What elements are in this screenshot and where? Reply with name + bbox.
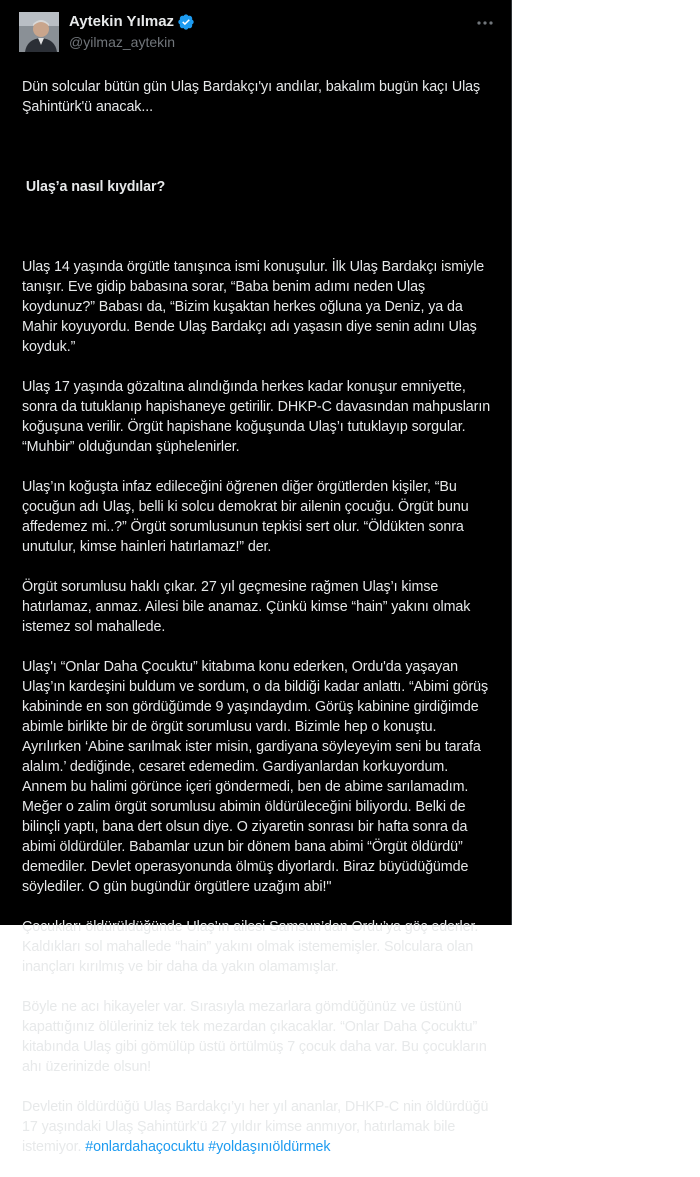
tweet-paragraph: Ulaş 17 yaşında gözaltına alındığında herkes kadar konuşur emniyette, sonra da tutuklanıp hapishaneye getirilir. DHKP-C davasından mahpusların koğuşuna verilir. Örgüt hapishane koğuşunda Ulaş’ı tutuklayıp sorgular. “Muhbir” olduğundan şüphelenirler. <box>22 379 491 455</box>
hashtag-link[interactable]: #yoldaşınıöldürmek <box>208 1139 331 1155</box>
tweet-paragraph-text: Devletin öldürdüğü Ulaş Bardakçı’yı her yıl ananlar, DHKP-C nin öldürdüğü 17 yaşındaki Ulaş Şahintürk’ü 27 yıldır kimse anmıyor, hatırlamak bile istemiyor. <box>22 1099 489 1155</box>
author-handle[interactable]: @yilmaz_aytekin <box>69 34 176 50</box>
avatar[interactable] <box>19 12 59 52</box>
tweet-paragraph: Ulaş 14 yaşında örgütle tanışınca ismi konuşulur. İlk Ulaş Bardakçı ismiyle tanışır. Eve gidip babasına sorar, “Baba benim adımı neden Ulaş koydunuz?” Babası da, “Bizim kuşaktan herkes oğluna ya Deniz, ya da Mahir koyuyordu. Bende Ulaş Bardakçı adı yaşasın diye senin adını Ulaş koyduk.” <box>22 259 485 355</box>
more-options-icon[interactable] <box>474 12 496 34</box>
tweet-text <box>22 57 494 1177</box>
hashtag-link[interactable]: #onlardahaçocuktu <box>85 1139 205 1155</box>
tweet-paragraph: Ulaş'ı “Onlar Daha Çocuktu” kitabıma konu ederken, Ordu'da yaşayan Ulaş’ın kardeşini buldum ve sordum, o da bildiği kadar anlattı. “Abimi görüş kabininde en son gördüğümde 9 yaşındaydım. Görüş kabinine girdiğimde abimle birlikte bir de örgüt sorumlusu vardı. Bizimle hep o konuştu. Ayrılırken ‘Abine sarılmak ister misin, gardiyana söyleyeyim seni bu tarafa alalım.’ dediğinde, cesaret edemedim. Gardiyanlardan korkuyordum. Annem bu halimi görünce içeri göndermedi, ben de abime sarılamadım. Meğer o zalim örgüt sorumlusu abimin öldürüleceğini biliyordu. Belki de bilinçli yaptı, bana dert olsun diye. O ziyaretin sonrası bir hafta sonra da abimi öldürdüler. Babamlar uzun bir dönem bana abimi “Örgüt öldürdü” demediler. Devlet operasyonunda ölmüş diyorlardı. Biraz büyüdüğümde söylediler. O gün bugündür örgütlere uzağım abi!" <box>22 659 489 895</box>
tweet-intro: Dün solcular bütün gün Ulaş Bardakçı'yı andılar, bakalım bugün kaçı Ulaş Şahintürk'ü anacak... <box>22 79 481 115</box>
paragraph-spacer <box>22 217 494 237</box>
tweet-paragraph-final <box>22 1097 494 1157</box>
name-row <box>69 12 471 32</box>
tweet-paragraph: Ulaş’ın koğuşta infaz edileceğini öğrenen diğer örgütlerden kişiler, “Bu çocuğun adı Ulaş, belli ki solcu demokrat bir ailenin çocuğu. Örgüt bunu affedemez mi..?” Örgüt sorumlusunun tepkisi sert olur. “Öldükten sonra unutulur, kimse hainleri hatırlamaz!” der. <box>22 479 469 555</box>
tweet-header <box>69 12 471 52</box>
tweet-paragraph: Böyle ne acı hikayeler var. Sırasıyla mezarlara gömdüğünüz ve üstünü kapattığınız ölüleriniz tek tek mezardan çıkacaklar. “Onlar Daha Çocuktu” kitabında Ulaş gibi gömülüp üstü örtülmüş 7 çocuk daha var. Bu çocukların ahı üzerinizde olsun! <box>22 999 487 1075</box>
author-display-name[interactable]: Aytekin Yılmaz <box>69 13 175 30</box>
tweet-paragraph: Çocukları öldürüldüğünde Ulaş’ın ailesi Samsun’dan Ordu’ya göç ederler. Kaldıkları sol mahallede “hain” yakını olmak istememişler. Solculara olan inançları kırılmış ve bir daha da yakın olamamışlar. <box>22 919 479 975</box>
column-divider <box>511 0 512 925</box>
tweet-paragraph: Örgüt sorumlusu haklı çıkar. 27 yıl geçmesine rağmen Ulaş’ı kimse hatırlamaz, anmaz. Ailesi bile anamaz. Çünkü kimse “hain” yakını olmak istemez sol mahallede. <box>22 579 471 635</box>
paragraph-spacer <box>22 137 494 157</box>
tweet-heading: Ulaş’a nasıl kıydılar? <box>22 179 166 195</box>
verified-badge-icon <box>177 13 195 31</box>
avatar-photo <box>19 12 59 52</box>
